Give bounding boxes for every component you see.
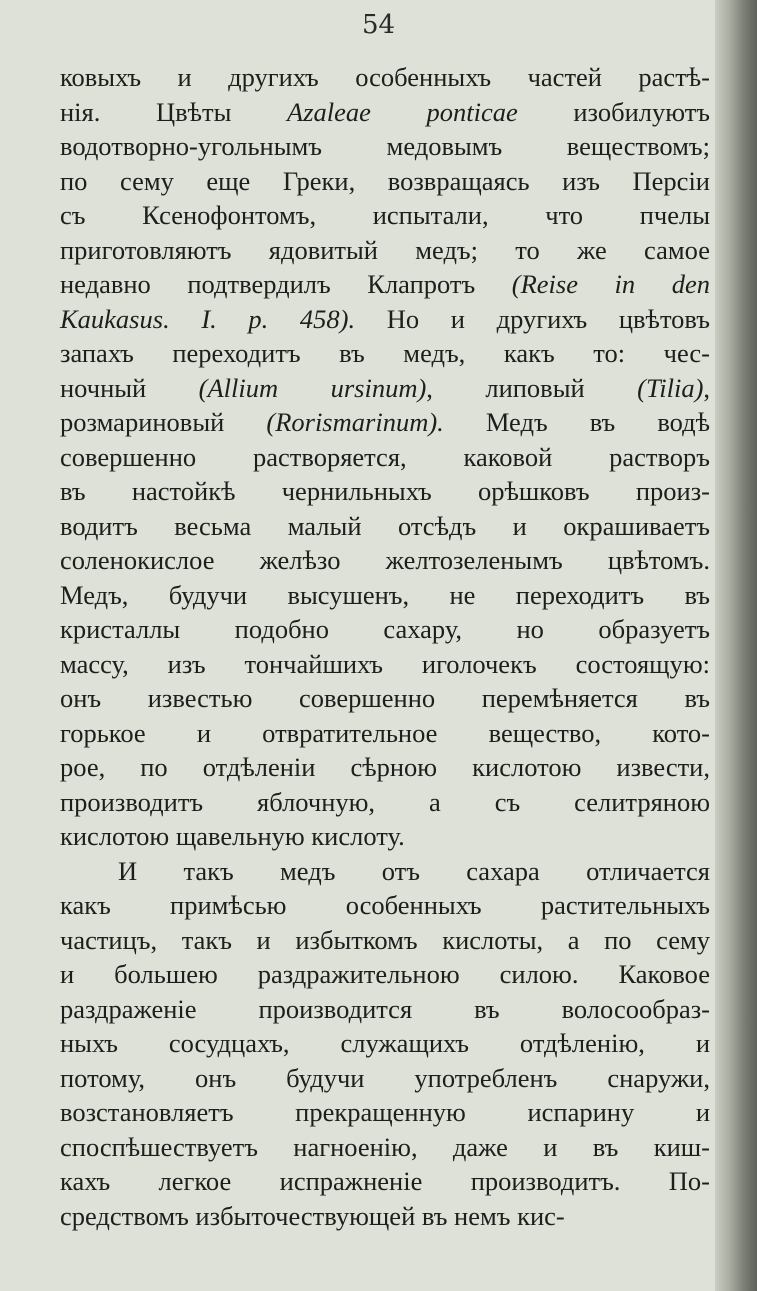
text-line: [60, 60, 710, 95]
text-segment: ковыхъ и другихъ особенныхъ частей растѣ-: [60, 62, 710, 92]
text-line: [60, 819, 710, 854]
text-segment: въ настойкѣ чернильныхъ орѣшковъ произ-: [60, 476, 710, 506]
text-line: [60, 1061, 710, 1096]
text-line: [60, 957, 710, 992]
text-line: [60, 1199, 710, 1234]
text-line: [60, 440, 710, 475]
text-segment: приготовляютъ ядовитый медъ; то же самое: [60, 234, 710, 265]
body-text: [60, 60, 710, 1233]
text-line: [60, 371, 710, 406]
text-segment: совершенно растворяется, каковой растворъ: [60, 441, 710, 472]
text-segment: какъ примѣсью особенныхъ растительныхъ: [60, 890, 710, 920]
page-binding-edge: [715, 0, 757, 1291]
text-line: [60, 95, 710, 130]
text-line: [60, 405, 710, 440]
text-line: [60, 578, 710, 613]
text-segment: возстановляетъ прекращенную испарину и: [60, 1097, 710, 1127]
text-line: [60, 543, 710, 578]
text-segment: водотворно-угольнымъ медовымъ веществомъ;: [60, 131, 710, 161]
text-line: [60, 681, 710, 716]
text-segment: соленокислое желѣзо желтозеленымъ цвѣтомъ.: [60, 545, 710, 575]
text-segment: раздраженіе производится въ волосообраз-: [60, 993, 710, 1024]
italic-text-segment: Azaleae ponticae: [287, 96, 518, 127]
text-line: [60, 198, 710, 233]
text-line: [60, 854, 710, 889]
text-segment: кристаллы подобно сахару, но образуетъ: [60, 614, 710, 644]
text-segment: водитъ весьма малый отсѣдъ и окрашиваетъ: [60, 510, 710, 541]
text-segment: рое, по отдѣленіи сѣрною кислотою извести,: [60, 752, 710, 782]
text-segment: И такъ медъ отъ сахара отличается: [118, 855, 710, 886]
text-segment: , липовый: [426, 372, 638, 403]
text-line: [60, 612, 710, 647]
text-segment: кислотою щавельную кислоту.: [60, 821, 405, 851]
text-segment: производитъ яблочную, а съ селитряною: [60, 786, 710, 817]
text-segment: запахъ переходитъ въ медъ, какъ то: чес-: [60, 338, 710, 368]
page-number: 54: [361, 10, 396, 40]
text-segment: ныхъ сосудцахъ, служащихъ отдѣленію, и: [60, 1028, 710, 1058]
text-line: [60, 509, 710, 544]
text-segment: ночный: [60, 372, 199, 403]
text-line: [60, 129, 710, 164]
text-line: [60, 302, 710, 337]
text-segment: горькое и отвратительное вещество, кото-: [60, 717, 710, 748]
text-segment: частицъ, такъ и избыткомъ кислоты, а по сему: [60, 924, 710, 955]
text-segment: ,: [703, 372, 711, 403]
text-line: [60, 474, 710, 509]
text-segment: нія. Цвѣты: [60, 96, 288, 127]
text-segment: Но и другихъ цвѣтовъ: [355, 303, 710, 334]
text-line: [60, 923, 710, 958]
text-segment: споспѣшествуетъ нагноенію, даже и въ киш-: [60, 1131, 710, 1162]
text-segment: съ Ксенофонтомъ, испытали, что пчелы: [60, 200, 710, 230]
italic-text-segment: (Rorismarinum).: [266, 407, 444, 437]
text-line: [60, 336, 710, 371]
text-line: [60, 647, 710, 682]
text-line: [60, 1095, 710, 1130]
italic-text-segment: (Reise in den: [511, 269, 710, 299]
text-line: [60, 1130, 710, 1165]
text-segment: потому, онъ будучи употребленъ снаружи,: [60, 1062, 710, 1093]
text-segment: Медъ въ водѣ: [443, 407, 711, 437]
text-line: [60, 992, 710, 1027]
text-segment: по сему еще Греки, возвращаясь изъ Персіи: [60, 165, 710, 196]
text-line: [60, 750, 710, 785]
text-segment: и большею раздражительною силою. Каковое: [60, 959, 710, 989]
text-line: [60, 233, 710, 268]
text-line: [60, 888, 710, 923]
text-line: [60, 267, 710, 302]
text-segment: розмариновый: [60, 407, 267, 437]
text-line: [60, 716, 710, 751]
text-segment: Медъ, будучи высушенъ, не переходитъ въ: [60, 579, 710, 610]
text-segment: изобилуютъ: [517, 96, 710, 127]
text-line: [60, 1164, 710, 1199]
text-line: [60, 1026, 710, 1061]
text-line: [60, 785, 710, 820]
text-segment: онъ известью совершенно перемѣняется въ: [60, 683, 710, 713]
text-segment: недавно подтвердилъ Клапротъ: [60, 269, 512, 299]
text-segment: массу, изъ тончайшихъ иголочекъ состоящую:: [60, 648, 710, 679]
italic-text-segment: (Allium ursinum): [198, 372, 427, 403]
text-segment: средствомъ избыточествующей въ немъ кис-: [60, 1200, 565, 1231]
text-line: [60, 164, 710, 199]
text-segment: кахъ легкое испражненіе производитъ. По-: [60, 1166, 710, 1196]
italic-text-segment: (Tilia): [637, 372, 704, 403]
italic-text-segment: Kaukasus. I. p. 458).: [60, 303, 356, 334]
